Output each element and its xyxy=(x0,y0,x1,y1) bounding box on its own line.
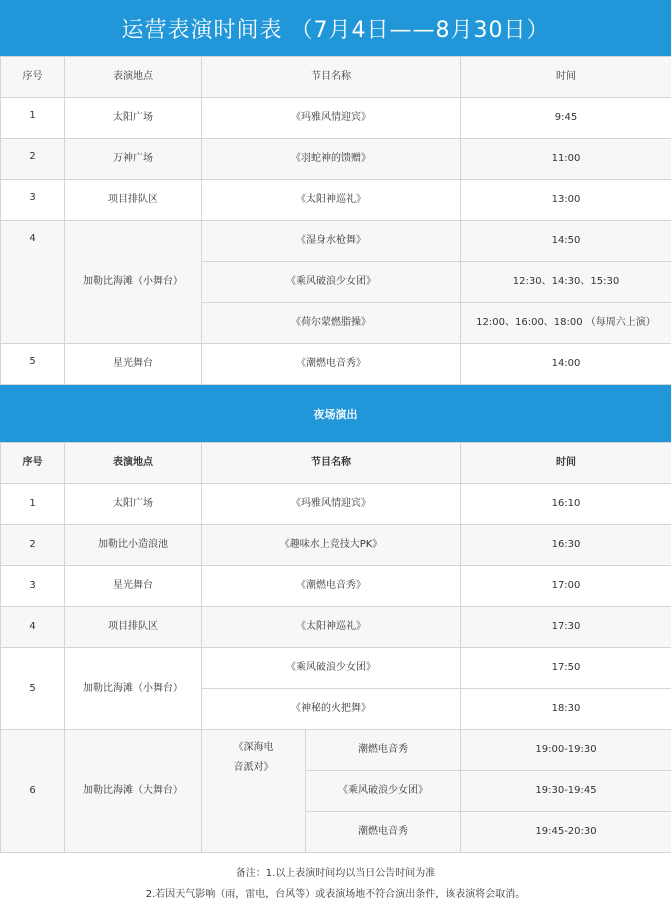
cell-time: 13:00 xyxy=(461,180,671,221)
cell-time: 16:10 xyxy=(461,484,671,525)
cell-no: 4 xyxy=(1,221,65,344)
header-program: 节目名称 xyxy=(202,57,461,98)
cell-time: 12:30、14:30、15:30 xyxy=(461,262,671,303)
cell-venue: 加勒比海滩（小舞台） xyxy=(65,648,202,730)
cell-program: 《乘风破浪少女团》 xyxy=(202,648,461,689)
header-time: 时间 xyxy=(461,443,671,484)
cell-no: 1 xyxy=(1,484,65,525)
cell-time: 14:00 xyxy=(461,344,671,385)
cell-program-group xyxy=(202,730,306,853)
cell-time: 19:45-20:30 xyxy=(461,812,671,853)
cell-program: 《太阳神巡礼》 xyxy=(202,607,461,648)
cell-program: 《神秘的火把舞》 xyxy=(202,689,461,730)
table-header-row xyxy=(1,443,671,484)
cell-program: 《太阳神巡礼》 xyxy=(202,180,461,221)
cell-program: 《潮燃电音秀》 xyxy=(202,344,461,385)
cell-time: 11:00 xyxy=(461,139,671,180)
cell-venue: 太阳广场 xyxy=(65,98,202,139)
cell-time: 19:30-19:45 xyxy=(461,771,671,812)
cell-time: 17:30 xyxy=(461,607,671,648)
table-row xyxy=(1,607,671,648)
cell-time: 12:00、16:00、18:00 （每周六上演） xyxy=(461,303,671,344)
footnote-line-1: 备注：1.以上表演时间均以当日公告时间为准 xyxy=(235,868,436,879)
footnote-line-2: 2.若因天气影响（雨，雷电，台风等）或表演场地不符合演出条件，该表演将会取消。 xyxy=(145,889,526,900)
cell-venue: 星光舞台 xyxy=(65,344,202,385)
cell-venue: 万神广场 xyxy=(65,139,202,180)
table-row xyxy=(1,648,671,689)
cell-program: 《乘风破浪少女团》 xyxy=(202,262,461,303)
table-row xyxy=(1,139,671,180)
cell-program: 潮燃电音秀 xyxy=(306,730,461,771)
table-row xyxy=(1,525,671,566)
table-header-row xyxy=(1,57,671,98)
cell-venue: 加勒比海滩（小舞台） xyxy=(65,221,202,344)
cell-program: 《潮燃电音秀》 xyxy=(202,566,461,607)
night-schedule-table xyxy=(0,442,671,853)
cell-no: 3 xyxy=(1,180,65,221)
cell-program: 《玛雅风情迎宾》 xyxy=(202,484,461,525)
cell-no: 2 xyxy=(1,139,65,180)
cell-time: 19:00-19:30 xyxy=(461,730,671,771)
table-row xyxy=(1,566,671,607)
footnotes xyxy=(0,853,671,905)
cell-program: 《荷尔蒙燃脂操》 xyxy=(202,303,461,344)
cell-venue: 太阳广场 xyxy=(65,484,202,525)
table-row xyxy=(1,98,671,139)
cell-no: 4 xyxy=(1,607,65,648)
header-venue: 表演地点 xyxy=(65,57,202,98)
table-row xyxy=(1,221,671,262)
cell-venue: 星光舞台 xyxy=(65,566,202,607)
cell-no: 5 xyxy=(1,648,65,730)
cell-time: 17:00 xyxy=(461,566,671,607)
cell-no: 2 xyxy=(1,525,65,566)
header-time: 时间 xyxy=(461,57,671,98)
night-section-title: 夜场演出 xyxy=(0,385,671,442)
cell-venue: 加勒比小造浪池 xyxy=(65,525,202,566)
cell-time: 18:30 xyxy=(461,689,671,730)
cell-time: 9:45 xyxy=(461,98,671,139)
cell-time: 14:50 xyxy=(461,221,671,262)
cell-venue: 项目排队区 xyxy=(65,180,202,221)
table-row xyxy=(1,730,671,771)
header-no: 序号 xyxy=(1,443,65,484)
table-row xyxy=(1,484,671,525)
header-program: 节目名称 xyxy=(202,443,461,484)
header-no: 序号 xyxy=(1,57,65,98)
day-schedule-table xyxy=(0,56,671,385)
cell-program: 《玛雅风情迎宾》 xyxy=(202,98,461,139)
cell-program: 《乘风破浪少女团》 xyxy=(306,771,461,812)
header-venue: 表演地点 xyxy=(65,443,202,484)
page-title: 运营表演时间表 （7月4日——8月30日） xyxy=(0,0,671,56)
cell-time: 17:50 xyxy=(461,648,671,689)
cell-venue: 项目排队区 xyxy=(65,607,202,648)
cell-no: 3 xyxy=(1,566,65,607)
cell-venue: 加勒比海滩（大舞台） xyxy=(65,730,202,853)
cell-program: 《湿身水枪舞》 xyxy=(202,221,461,262)
cell-program: 《羽蛇神的馈赠》 xyxy=(202,139,461,180)
program-group-line-2: 音派对》 xyxy=(233,762,274,773)
cell-no: 1 xyxy=(1,98,65,139)
program-group-line-1: 《深海电 xyxy=(233,742,274,753)
cell-no: 6 xyxy=(1,730,65,853)
cell-program: 《趣味水上竞技大PK》 xyxy=(202,525,461,566)
cell-time: 16:30 xyxy=(461,525,671,566)
table-row xyxy=(1,344,671,385)
table-row xyxy=(1,180,671,221)
cell-no: 5 xyxy=(1,344,65,385)
cell-program: 潮燃电音秀 xyxy=(306,812,461,853)
